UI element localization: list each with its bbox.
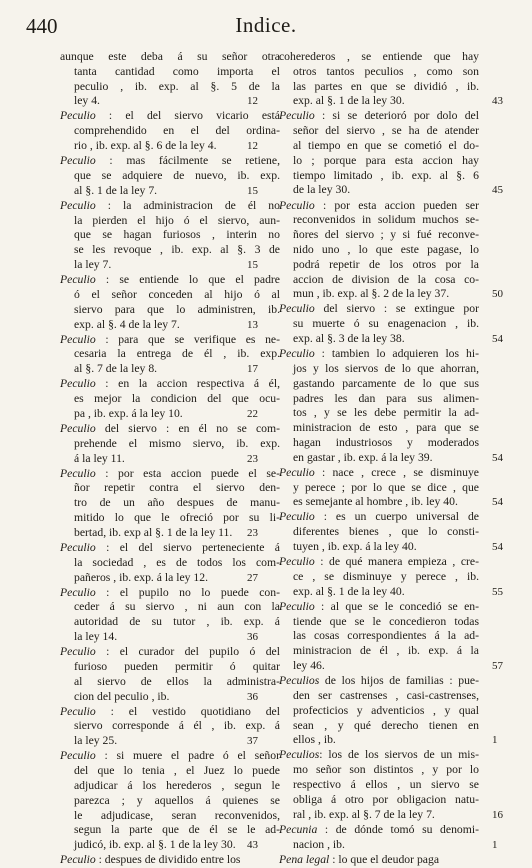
entry-line: ó el señor conceden al hijo ó al [74,287,280,301]
index-entry [60,377,280,421]
entry-line: tiende que se le concedieron todas [293,614,479,628]
entry-line: bertad, ib. exp al §. 1 de la ley 11. [74,525,233,539]
entry-line: señor del siervo , se ha de atender [293,124,479,138]
entry-line: la pierden el hijo ó el siervo, aun- [74,213,280,227]
entry-line: Peculio : si muere el padre ó el señor [60,749,280,763]
entry-line: pañeros , ib. exp. á la ley 12. [74,570,209,584]
entry-line: mo señor son distintos , y por lo [293,763,479,777]
entry-line: Pena legal : lo que el deudor paga [279,852,440,866]
entry-line: Peculio : nace , crece , se disminuye [279,465,479,479]
page-reference: 27 [247,571,258,584]
entry-line: Peculio : el pupilo no lo puede con- [60,585,280,599]
index-entry [279,599,503,674]
entry-line: al §. 1 de la ley 7. [74,183,158,197]
entry-line: se les revoque , ib. exp. al §. 3 de [74,243,280,257]
index-entry [60,586,280,645]
entry-line: le adjudicase, seran reconvenidos, [74,808,280,822]
index-entry [60,467,280,541]
entry-line: las partes en que se dividió , ib. [293,79,479,93]
index-entry [60,853,280,868]
entry-line: ceder á su siervo , ni aun con la [74,600,280,614]
entry-line: tuyen , ib. exp. á la ley 40. [293,540,417,554]
entry-line: la sociedad , es de todos los com- [74,555,280,569]
entry-line: al siervo de ellos la administra- [74,674,280,688]
entry-line: es mejor la condicion del que ocu- [74,392,280,406]
entry-line: furioso pueden permitir ó quitar [74,659,280,673]
entry-line: respectivo á ellos , un siervo se [293,778,479,792]
entry-line: la ley 14. [74,630,118,644]
entry-line: Peculio : si se deterioró por dolo del [279,109,479,123]
right-column [279,50,503,868]
entry-line: Peculios: los de los siervos de un mis- [279,748,479,762]
entry-line: profecticios y adventicios , y qual [293,703,479,717]
entry-line: Peculio : el curador del pupilo ó del [60,645,280,659]
entry-line: accion de division de la cosa co- [293,272,479,286]
entry-line: mitido lo que le ofreció por su li- [74,511,280,525]
entry-line: tanta cantidad como importa el [74,64,280,78]
page-reference: 1 [492,838,498,851]
entry-line: Peculio del siervo : en él no se com- [60,422,280,435]
entry-line: nido uno , lo que este pagase, lo [293,242,479,256]
entry-line: rio , ib. exp. al §. 6 de la ley 4. [74,139,217,153]
page-reference: 45 [492,184,503,197]
entry-line: pa , ib. exp. á la ley 10. [74,406,183,420]
entry-line: y perece ; por lo que se dice , que [293,480,479,494]
page-reference: 55 [492,585,503,598]
entry-line: ñores del siervo ; y si fué reconve- [293,228,479,242]
page-reference: 23 [247,452,258,465]
entry-line: cesaria la entrega de él , ib. exp. [74,347,280,361]
index-entry [279,748,503,822]
entry-line: siervo para que lo administren, ib. [74,302,280,316]
index-entry [279,674,498,748]
entry-line: Peculio : tambien lo adquieren los hi- [279,347,479,361]
entry-line: gastando parcamente de lo que sus [293,376,479,390]
index-entry [279,853,479,868]
entry-line: á la ley 11. [74,451,125,465]
page-reference: 15 [247,184,258,197]
page-reference: 1 [492,734,498,747]
entry-line: cion del peculio , ib. [74,689,170,703]
entry-line: padres les dan para sus alimen- [293,391,479,405]
entry-line: reconvenidos in solidum muchos se- [293,213,479,227]
entry-line: la ley 7. [74,258,112,272]
index-entry [60,154,280,198]
entry-line: Peculio : para que se verifique es ne- [60,332,280,346]
entry-line: otros tantos peculios , como son [293,64,479,78]
page-reference: 54 [492,496,503,509]
entry-line: autoridad de su tutor , ib. exp. á [74,615,280,629]
page-reference: 17 [247,363,258,376]
entry-line: ministracion de él , ib. exp. á la [293,644,479,658]
entry-line: podrá repetir de los otros por la [293,257,479,271]
entry-line: ley 46. [293,659,325,673]
page-title: Indice. [235,13,297,37]
page-reference: 43 [492,95,503,108]
entry-line: tiempo limitado , ib. exp. al §. 6 [293,168,479,182]
index-entry [60,199,280,273]
entry-line: Pecunia : de dónde tomó su denomi- [279,822,479,836]
index-entry [279,465,503,510]
entry-line: ral , ib. exp. al §. 7 de la ley 7. [293,807,435,821]
entry-line: Peculio : por esta accion pueden ser [279,198,479,212]
index-entry [60,333,280,377]
entry-line: exp. al §. 1 de la ley 30. [293,94,405,108]
entry-line: al §. 7 de la ley 8. [74,362,158,376]
page-reference: 43 [247,839,258,852]
entry-line: Peculio : el del siervo perteneciente á [60,540,280,554]
entry-line: ministracion de esto , para que se [293,421,479,435]
page-reference: 57 [492,660,503,673]
entry-line: ley 4. [74,94,100,108]
entry-line: den ser castrenses , casi-castrenses, [293,688,479,702]
index-entry [279,510,503,554]
entry-line: parezca ; y aquellos á quienes se [74,793,280,807]
entry-line: ce , se disminuye y perece , ib. [293,569,479,583]
entry-line: Peculio : despues de dividido entre los [60,853,241,867]
entry-line: mun , ib. exp. al §. 2 de la ley 37. [293,287,450,301]
page-reference: 23 [247,526,258,539]
entry-line: hagan industriosos y moderados [293,435,479,449]
page-reference: 16 [492,808,503,821]
index-entry [60,50,280,109]
entry-line: adjudicar á los herederos , segun le [74,778,280,792]
entry-line: Peculio : es un cuerpo universal de [279,510,479,524]
entry-line: prehende el mismo siervo, ib. exp. [74,436,280,450]
index-entry [60,422,280,466]
entry-line: comprehendido en el del ordina- [74,124,280,138]
page-reference: 37 [247,735,258,748]
entry-line: Peculio : al que se le concedió se en- [279,599,479,613]
index-entry [60,109,280,153]
index-entry [279,822,498,853]
index-entry [279,555,503,599]
entry-line: Peculio del siervo : se extingue por [279,302,479,316]
index-entry [279,109,503,198]
entry-line: Peculios de los hijos de familias : pue- [279,674,479,688]
page-reference: 36 [247,690,258,703]
entry-line: exp. al §. 3 de la ley 38. [293,332,405,346]
page-reference: 15 [247,259,258,272]
entry-line: al tiempo en que se cometió el do- [293,139,479,153]
page-reference: 12 [247,140,258,153]
page-reference: 22 [247,407,258,420]
entry-line: que se adquiere de nuevo, ib. exp. [74,168,280,182]
entry-line: del que lo tenia , el Juez lo puede [74,764,280,778]
entry-line: lo ; porque para esta accion hay [293,153,479,167]
index-entry [60,273,280,332]
index-entry [60,749,280,853]
entry-line: judicó, ib. exp. al §. 1 de la ley 30. [74,838,236,852]
entry-line: ellos , ib. [293,733,336,747]
entry-line: jos y los siervos de lo que ahorran, [293,361,479,375]
page-number: 440 [26,14,58,38]
page-reference: 36 [247,631,258,644]
index-entry [60,541,280,585]
entry-line: tos , y se les debe permitir la ad- [293,406,479,420]
entry-line: siervo corresponde á él , ib. exp. á [74,719,280,733]
index-entry [279,50,503,109]
index-entry [60,645,280,704]
entry-line: sean , y qué derecho tienen en [293,718,479,732]
entry-line: Peculio : en la accion respectiva á él, [60,377,280,391]
entry-line: las cosas correspondientes á la ad- [293,629,479,643]
page-reference: 13 [247,318,258,331]
entry-line: nacion , ib. [293,837,345,851]
entry-line: coherederos , se entiende que hay [279,50,479,63]
entry-line: obliga á otro por obligacion natu- [293,792,479,806]
page-reference: 54 [492,451,503,464]
entry-line: Peculio : el del siervo vicario está [60,109,280,123]
index-entry [279,302,503,346]
entry-line: tro de un año despues de manu- [74,496,280,510]
entry-line: Peculio : por esta accion puede el se- [60,466,280,480]
index-entry [279,347,503,465]
entry-line: aunque este deba á su señor otra [60,50,280,63]
entry-line: en gastar , ib. exp. á la ley 39. [293,450,433,464]
entry-line: es semejante al hombre , ib. ley 40. [293,495,458,509]
page-reference: 50 [492,288,503,301]
index-entry [279,198,503,303]
page-reference: 54 [492,333,503,346]
left-column [60,50,280,868]
entry-line: exp. al §. 1 de la ley 40. [293,584,405,598]
entry-line: Peculio : se entiende lo que el padre [60,273,280,287]
entry-line: ñor repetir contra el siervo den- [74,481,280,495]
entry-line: que se hagan furiosos , interin no [74,228,280,242]
index-entry [60,705,280,749]
entry-line: Peculio : el vestido quotidiano del [60,704,280,718]
entry-line: de la ley 30. [293,183,351,197]
page-reference: 54 [492,541,503,554]
entry-line: peculio , ib. exp. al §. 5 de la [74,79,280,93]
entry-line: Peculio : mas fácilmente se retiene, [60,154,280,168]
page-reference: 12 [247,95,258,108]
entry-line: la ley 25. [74,734,118,748]
entry-line: diferentes bienes , que lo consti- [293,525,479,539]
entry-line: exp. al §. 4 de la ley 7. [74,317,180,331]
entry-line: Peculio : la administracion de él no [60,198,280,212]
entry-line: Peculio : de qué manera empieza , cre- [279,555,479,569]
entry-line: segun la parte que de él se le ad- [74,823,280,837]
entry-line: su muerte ó su enagenacion , ib. [293,317,479,331]
